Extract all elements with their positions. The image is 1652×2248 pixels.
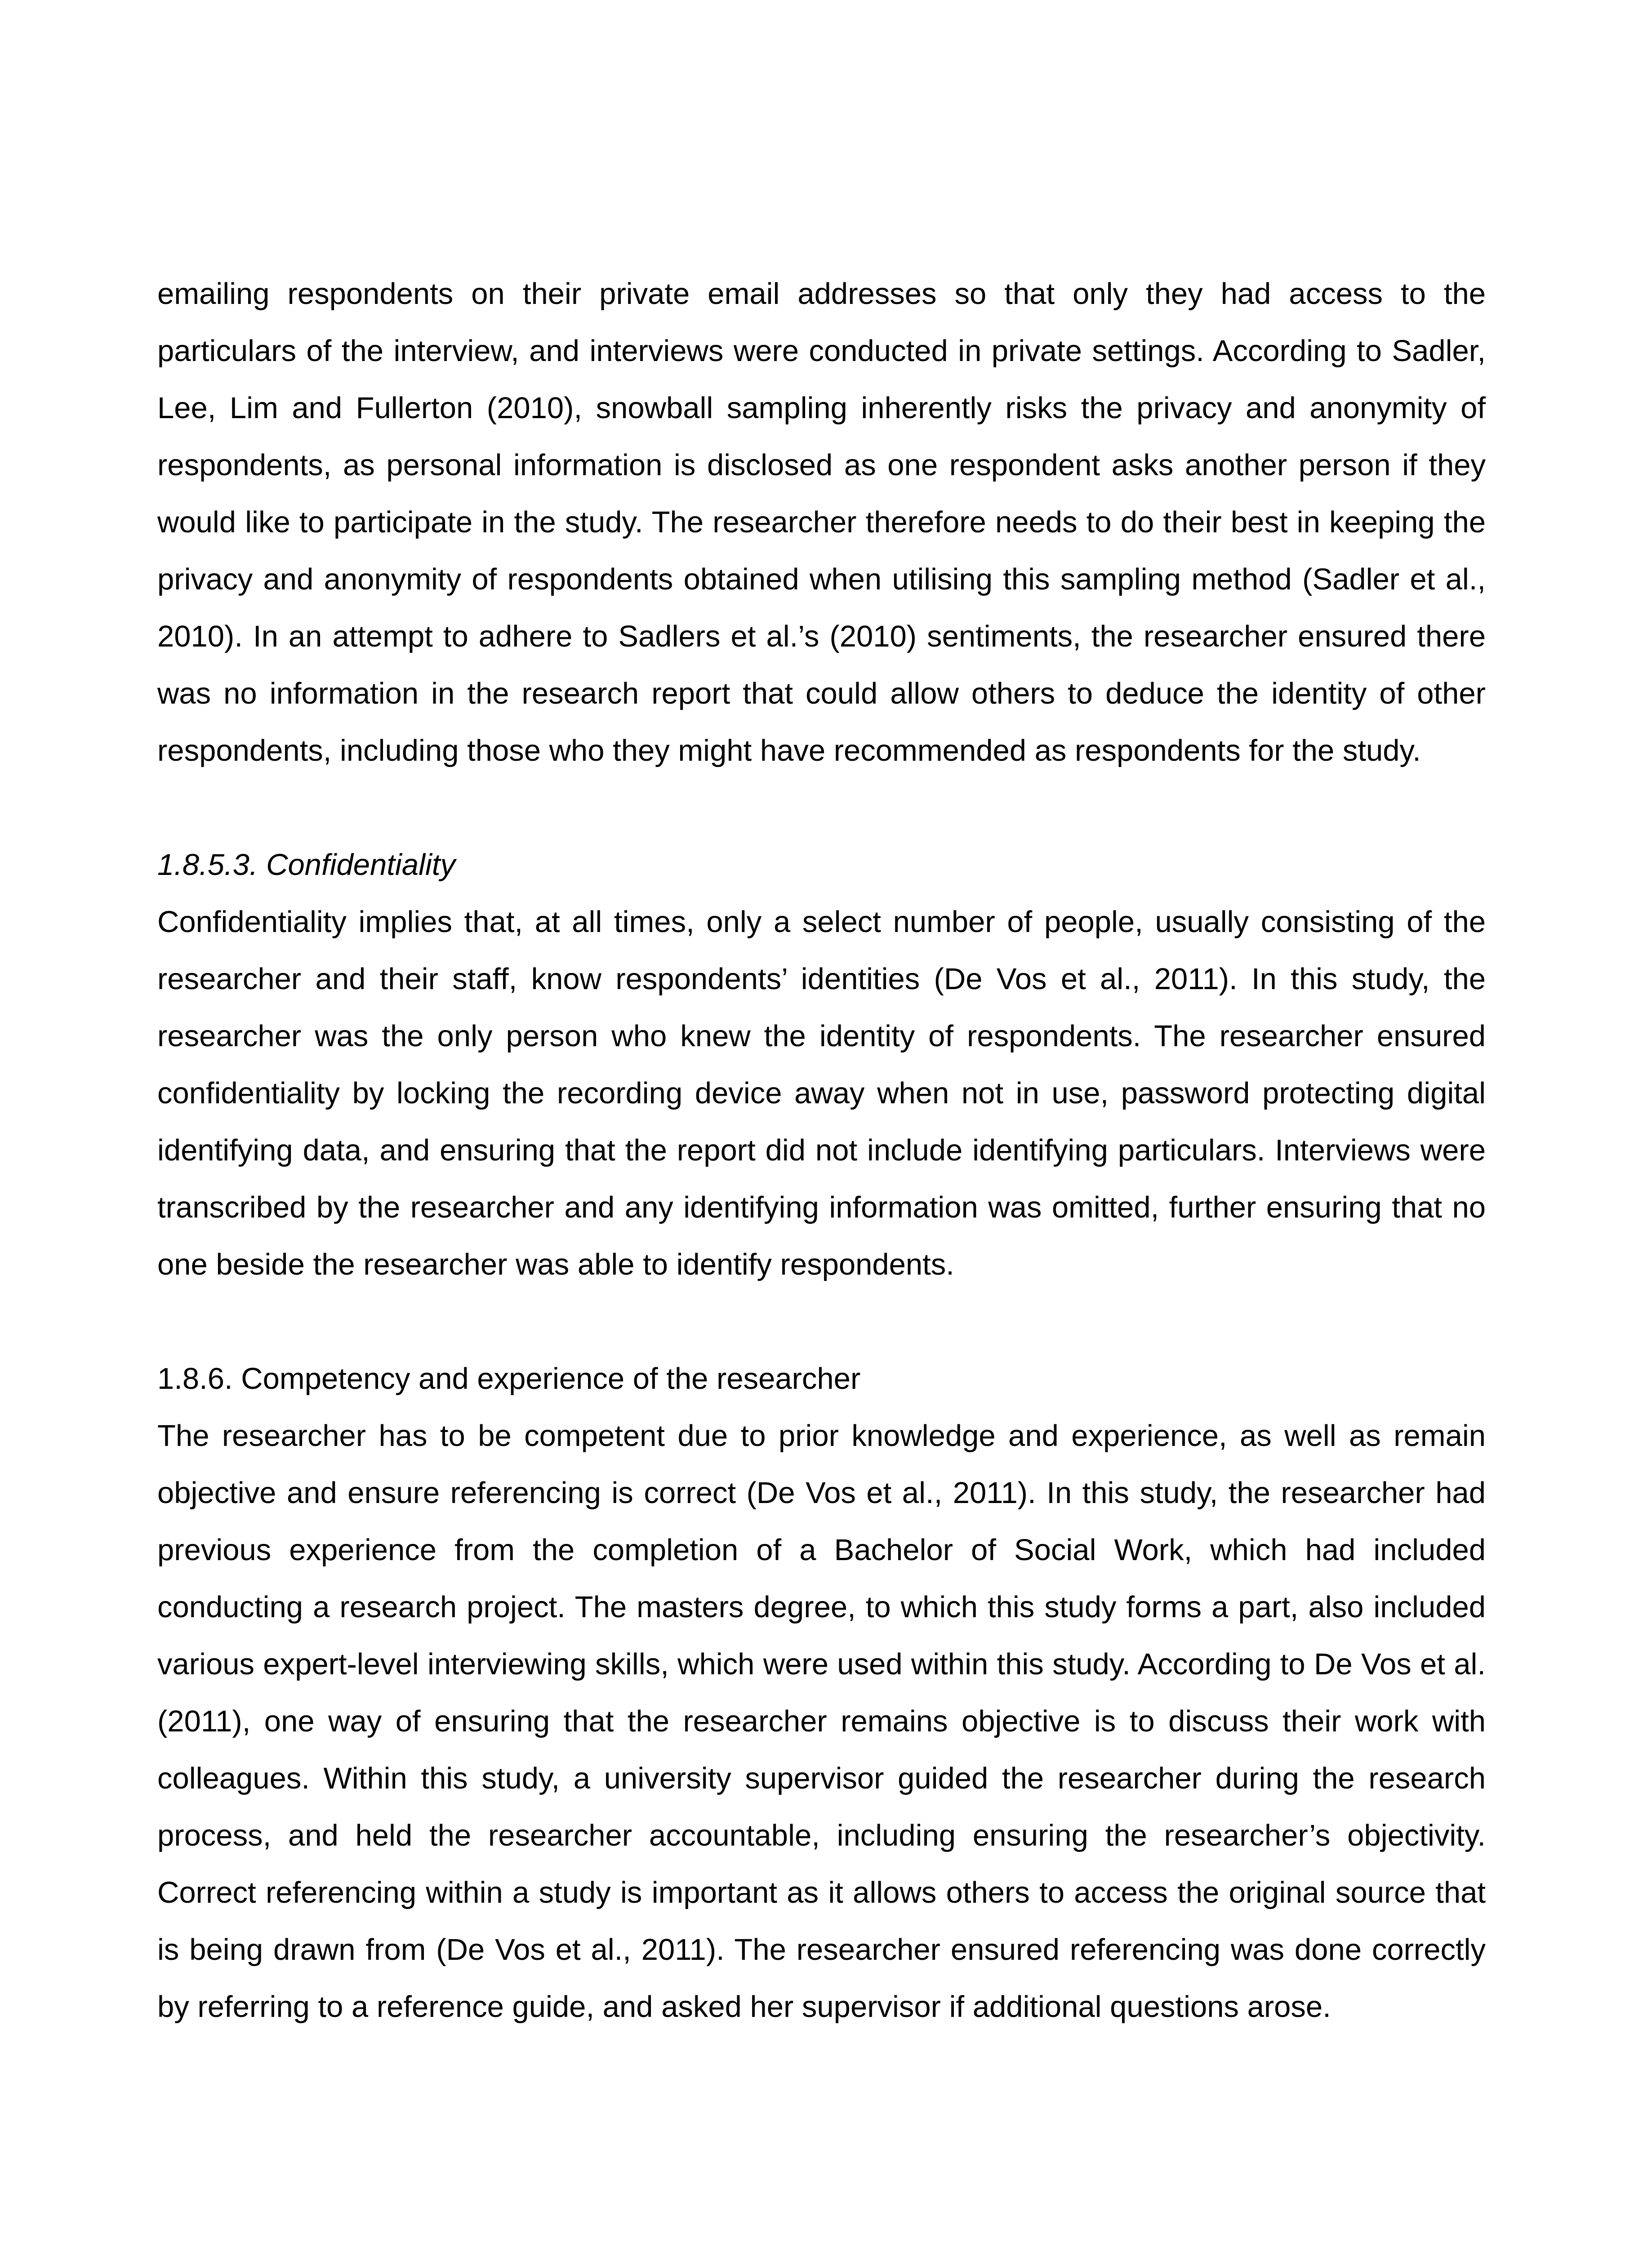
paragraph-gap (157, 1293, 1486, 1350)
paragraph-gap (157, 779, 1486, 836)
page-body (157, 265, 1486, 2035)
paragraph-competency: The researcher has to be competent due to prior knowledge and experience, as well as remain objective and ensure referencing is correct (De Vos et al., 2011). In this study, the researcher had previous experience from the completion of a Bachelor of Social Work, which had included conducting a research project. The masters degree, to which this study forms a part, also included various expert-level interviewing skills, which were used within this study. According to De Vos et al. (2011), one way of ensuring that the researcher remains objective is to discuss their work with colleagues. Within this study, a university supervisor guided the researcher during the research process, and held the researcher accountable, including ensuring the researcher’s objectivity. Correct referencing within a study is important as it allows others to access the original source that is being drawn from (De Vos et al., 2011). The researcher ensured referencing was done correctly by referring to a reference guide, and asked her supervisor if additional questions arose. (157, 1419, 1486, 2024)
paragraph-confidentiality: Confidentiality implies that, at all times, only a select number of people, usually consisting of the researcher and their staff, know respondents’ identities (De Vos et al., 2011). In this study, the researcher was the only person who knew the identity of respondents. The researcher ensured confidentiality by locking the recording device away when not in use, password protecting digital identifying data, and ensuring that the report did not include identifying particulars. Interviews were transcribed by the researcher and any identifying information was omitted, further ensuring that no one beside the researcher was able to identify respondents. (157, 905, 1486, 1281)
paragraph-privacy-continued: emailing respondents on their private email addresses so that only they had access to the particulars of the interview, and interviews were conducted in private settings. According to Sadler, Lee, Lim and Fullerton (2010), snowball sampling inherently risks the privacy and anonymity of respondents, as personal information is disclosed as one respondent asks another person if they would like to participate in the study. The researcher therefore needs to do their best in keeping the privacy and anonymity of respondents obtained when utilising this sampling method (Sadler et al., 2010). In an attempt to adhere to Sadlers et al.’s (2010) sentiments, the researcher ensured there was no information in the research report that could allow others to deduce the identity of other respondents, including those who they might have recommended as respondents for the study. (157, 277, 1486, 767)
heading-confidentiality: 1.8.5.3. Confidentiality (157, 848, 455, 882)
heading-competency: 1.8.6. Competency and experience of the researcher (157, 1362, 861, 1396)
